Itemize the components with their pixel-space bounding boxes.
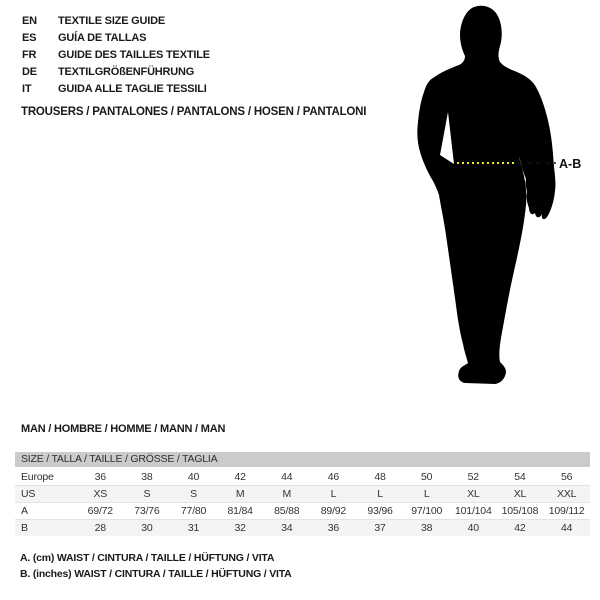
size-cell: 42 bbox=[514, 522, 526, 534]
row-label: A bbox=[21, 505, 28, 517]
row-label: B bbox=[21, 522, 28, 534]
size-cell: 97/100 bbox=[411, 505, 443, 517]
size-cell: 40 bbox=[467, 522, 479, 534]
table-row bbox=[15, 486, 590, 503]
size-cell: 54 bbox=[514, 471, 526, 483]
size-cell: S bbox=[190, 488, 197, 500]
measurement-note: A. (cm) WAIST / CINTURA / TAILLE / HÜFTUNG / VITA bbox=[20, 552, 275, 564]
language-code: ES bbox=[22, 32, 37, 44]
size-cell: 93/96 bbox=[367, 505, 393, 517]
language-code: DE bbox=[22, 66, 37, 78]
measure-label: A-B bbox=[559, 157, 582, 171]
size-table-header: SIZE / TALLA / TAILLE / GRÖSSE / TAGLIA bbox=[15, 452, 590, 467]
size-cell: 31 bbox=[187, 522, 200, 534]
size-cell: 50 bbox=[421, 471, 433, 483]
size-cell: 38 bbox=[141, 471, 153, 483]
size-table-grid bbox=[15, 469, 590, 536]
size-cell: 40 bbox=[187, 471, 200, 483]
size-cell: 101/104 bbox=[455, 505, 492, 517]
size-cell: XXL bbox=[557, 488, 577, 500]
legend-item bbox=[22, 64, 210, 81]
category-title: TROUSERS / PANTALONES / PANTALONS / HOSEN / PANTALONI bbox=[21, 106, 367, 118]
legend-item bbox=[22, 47, 210, 64]
size-cell: 30 bbox=[141, 522, 153, 534]
size-cell: 44 bbox=[281, 471, 293, 483]
size-cell: 44 bbox=[560, 522, 573, 534]
legend-item bbox=[22, 81, 210, 98]
size-cell: M bbox=[282, 488, 292, 500]
size-cell: 42 bbox=[234, 471, 246, 483]
row-label: Europe bbox=[21, 471, 54, 483]
language-label: GUIDA ALLE TAGLIE TESSILI bbox=[58, 83, 207, 95]
size-table bbox=[15, 452, 590, 536]
size-cell: XS bbox=[93, 488, 108, 500]
language-label: TEXTILGRÖßENFÜHRUNG bbox=[58, 66, 195, 78]
size-cell: 89/92 bbox=[320, 505, 347, 517]
size-cell: 73/76 bbox=[134, 505, 160, 517]
size-cell: 38 bbox=[421, 522, 433, 534]
size-cell: 77/80 bbox=[180, 505, 207, 517]
size-cell: 69/72 bbox=[87, 505, 113, 517]
size-cell: 46 bbox=[327, 471, 340, 483]
man-silhouette bbox=[398, 0, 598, 410]
size-cell: 37 bbox=[374, 522, 386, 534]
language-code: IT bbox=[22, 83, 32, 95]
language-code: EN bbox=[22, 15, 37, 27]
figure-label: MAN / HOMBRE / HOMME / MANN / MAN bbox=[21, 423, 226, 435]
language-label: GUIDE DES TAILLES TEXTILE bbox=[58, 49, 210, 61]
size-cell: XL bbox=[467, 488, 480, 500]
size-cell: 36 bbox=[327, 522, 340, 534]
language-code: FR bbox=[22, 49, 37, 61]
legend-item bbox=[22, 30, 210, 47]
size-cell: L bbox=[377, 488, 383, 500]
size-cell: 85/88 bbox=[274, 505, 300, 517]
measurement-notes bbox=[20, 551, 292, 582]
measurement-note: B. (inches) WAIST / CINTURA / TAILLE / HÜFTUNG / VITA bbox=[20, 567, 292, 580]
legend-item bbox=[22, 13, 210, 30]
size-cell: L bbox=[330, 488, 337, 500]
size-cell: 52 bbox=[467, 471, 479, 483]
table-row bbox=[15, 520, 590, 537]
man-silhouette-shape bbox=[417, 6, 555, 384]
size-cell: 48 bbox=[374, 471, 386, 483]
table-row bbox=[15, 469, 590, 486]
language-label: GUÍA DE TALLAS bbox=[58, 32, 147, 44]
row-label: US bbox=[21, 488, 36, 500]
size-cell: 36 bbox=[94, 471, 106, 483]
size-cell: M bbox=[235, 488, 245, 500]
language-legend bbox=[22, 13, 210, 98]
size-cell: XL bbox=[513, 488, 527, 500]
table-row bbox=[15, 503, 590, 520]
size-cell: 34 bbox=[281, 522, 293, 534]
size-cell: S bbox=[143, 488, 151, 500]
size-cell: 81/84 bbox=[227, 505, 253, 517]
language-label: TEXTILE SIZE GUIDE bbox=[58, 15, 166, 27]
size-cell: 32 bbox=[234, 522, 246, 534]
size-cell: 56 bbox=[560, 471, 573, 483]
size-cell: L bbox=[423, 488, 430, 500]
size-cell: 109/112 bbox=[548, 505, 585, 517]
size-cell: 28 bbox=[94, 522, 106, 534]
size-cell: 105/108 bbox=[501, 505, 539, 517]
